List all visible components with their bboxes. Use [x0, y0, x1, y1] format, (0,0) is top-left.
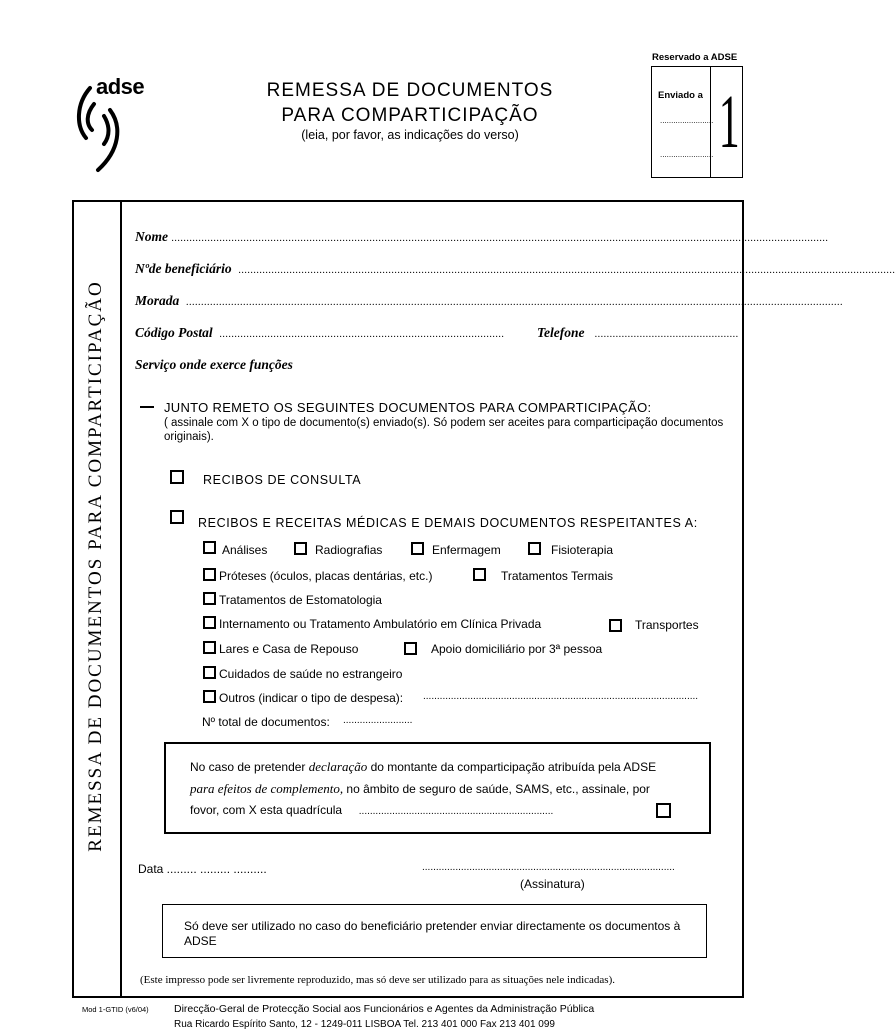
estomatologia-checkbox[interactable]	[203, 592, 216, 605]
servico-label: Serviço onde exerce funções	[135, 357, 293, 372]
copy-number: 1	[718, 80, 740, 164]
main-frame	[72, 200, 744, 998]
internamento-checkbox[interactable]	[203, 616, 216, 629]
lares-label: Lares e Casa de Repouso	[219, 642, 359, 656]
analises-label: Análises	[222, 543, 268, 557]
total-label: Nº total de documentos:	[202, 715, 330, 729]
form-title	[200, 78, 620, 142]
beneficiario-label: Nºde beneficiário	[135, 261, 232, 276]
recibos-receitas-checkbox[interactable]	[170, 510, 184, 524]
telefone-field[interactable]	[537, 325, 742, 341]
fisioterapia-label: Fisioterapia	[551, 543, 614, 557]
codigo-postal-dots: ...............................................................................................	[219, 329, 505, 340]
usage-note-text: Só deve ser utilizado no caso do beneficiário pretender enviar directamente os documentos à ADSE	[184, 919, 681, 948]
estomatologia-label: Tratamentos de Estomatologia	[219, 593, 382, 607]
declaracao-emphasis-1: declaração	[308, 759, 368, 774]
morada-field[interactable]	[135, 293, 844, 309]
signature-field[interactable]: ...........................................................................................	[422, 862, 675, 873]
declaracao-emphasis-2: para efeitos de complemento,	[190, 781, 344, 796]
estrangeiro-checkbox[interactable]	[203, 666, 216, 679]
enfermagem-label: Enfermagem	[432, 543, 501, 557]
nome-label: Nome	[135, 229, 168, 244]
footer-address: Rua Ricardo Espírito Santo, 12 - 1249-011 LISBOA Tel. 213 401 000 Fax 213 401 099	[174, 1019, 555, 1030]
outros-input[interactable]: ...................................................................................................	[423, 691, 699, 702]
declaracao-text-2b: no âmbito de seguro de saúde, SAMS, etc., assinale, por	[343, 782, 650, 796]
estrangeiro-label: Cuidados de saúde no estrangeiro	[219, 667, 403, 681]
adse-logo-text: adse	[96, 74, 145, 99]
declaracao-checkbox[interactable]	[656, 803, 671, 818]
codigo-postal-label: Código Postal	[135, 325, 213, 340]
lares-checkbox[interactable]	[203, 641, 216, 654]
telefone-label: Telefone	[537, 325, 585, 340]
form-model-code: Mod 1-GTID (v6/04)	[82, 1005, 149, 1014]
date-field[interactable]: Data ......... ......... ..........	[138, 862, 267, 876]
enviado-field-2[interactable]: ........................	[660, 150, 714, 159]
enviado-label: Enviado a	[658, 90, 703, 101]
analises-checkbox[interactable]	[203, 541, 216, 554]
beneficiario-field[interactable]	[135, 261, 895, 277]
fisioterapia-checkbox[interactable]	[528, 542, 541, 555]
apoio-label: Apoio domiciliário por 3ª pessoa	[431, 642, 603, 656]
codigo-postal-field[interactable]	[135, 325, 520, 341]
declaracao-dots: ......................................................................	[358, 806, 554, 817]
termais-label: Tratamentos Termais	[501, 569, 614, 583]
transportes-label: Transportes	[635, 618, 699, 632]
declaracao-line-1	[190, 759, 656, 775]
adse-logo-waves-icon	[72, 86, 122, 174]
nome-field[interactable]	[135, 229, 829, 245]
enfermagem-checkbox[interactable]	[411, 542, 424, 555]
declaracao-text-1a: No caso de pretender	[190, 760, 309, 774]
declaracao-line-2	[190, 781, 650, 797]
radiografias-checkbox[interactable]	[294, 542, 307, 555]
section-dash	[140, 406, 154, 408]
morada-dots: ...........................................................................................................................................................................................................................	[186, 297, 844, 308]
recibos-consulta-checkbox[interactable]	[170, 470, 184, 484]
radiografias-label: Radiografias	[315, 543, 383, 557]
telefone-dots: ................................................	[594, 329, 739, 340]
signature-label: (Assinatura)	[520, 877, 585, 891]
reproduction-note: (Este impresso pode ser livremente reproduzido, mas só deve ser utilizado para as situações nele indicadas).	[140, 974, 615, 986]
beneficiario-dots: ...........................................................................................................................................................................................................................	[238, 265, 895, 276]
servico-field[interactable]	[135, 357, 435, 373]
nome-dots: ...........................................................................................................................................................................................................................	[171, 233, 829, 244]
reserved-label: Reservado a ADSE	[652, 52, 738, 63]
outros-checkbox[interactable]	[203, 690, 216, 703]
side-divider	[120, 200, 122, 998]
title-line-2: PARA COMPARTICIPAÇÃO	[281, 105, 539, 126]
apoio-checkbox[interactable]	[404, 642, 417, 655]
declaracao-line-3	[190, 803, 553, 817]
declaracao-text-3: fovor, com X esta quadrícula	[190, 803, 343, 817]
morada-label: Morada	[135, 293, 180, 308]
enviado-field-1[interactable]: ........................	[660, 116, 714, 125]
title-line-1: REMESSA DE DOCUMENTOS	[266, 80, 554, 101]
section-note: ( assinale com X o tipo de documento(s) enviado(s). Só podem ser aceites para comparticipação documentos originais).	[164, 417, 724, 443]
transportes-checkbox[interactable]	[609, 619, 622, 632]
total-input[interactable]: .........................	[343, 715, 413, 726]
title-subtitle: (leia, por favor, as indicações do verso)	[301, 128, 519, 142]
footer-organization: Direcção-Geral de Protecção Social aos Funcionários e Agentes da Administração Pública	[174, 1003, 595, 1015]
declaracao-text-1b: do montante da comparticipação atribuída pela ADSE	[367, 760, 657, 774]
internamento-label: Internamento ou Tratamento Ambulatório em Clínica Privada	[219, 617, 542, 631]
proteses-label: Próteses (óculos, placas dentárias, etc.)	[219, 569, 433, 583]
section-heading: JUNTO REMETO OS SEGUINTES DOCUMENTOS PARA COMPARTICIPAÇÃO:	[164, 400, 652, 415]
vertical-side-title: REMESSA DE DOCUMENTOS PARA COMPARTICIPAÇÃO	[85, 280, 106, 852]
proteses-checkbox[interactable]	[203, 568, 216, 581]
outros-label: Outros (indicar o tipo de despesa):	[219, 691, 404, 705]
termais-checkbox[interactable]	[473, 568, 486, 581]
recibos-consulta-label: RECIBOS DE CONSULTA	[203, 473, 362, 487]
recibos-receitas-label: RECIBOS E RECEITAS MÉDICAS E DEMAIS DOCUMENTOS RESPEITANTES A:	[198, 516, 698, 530]
